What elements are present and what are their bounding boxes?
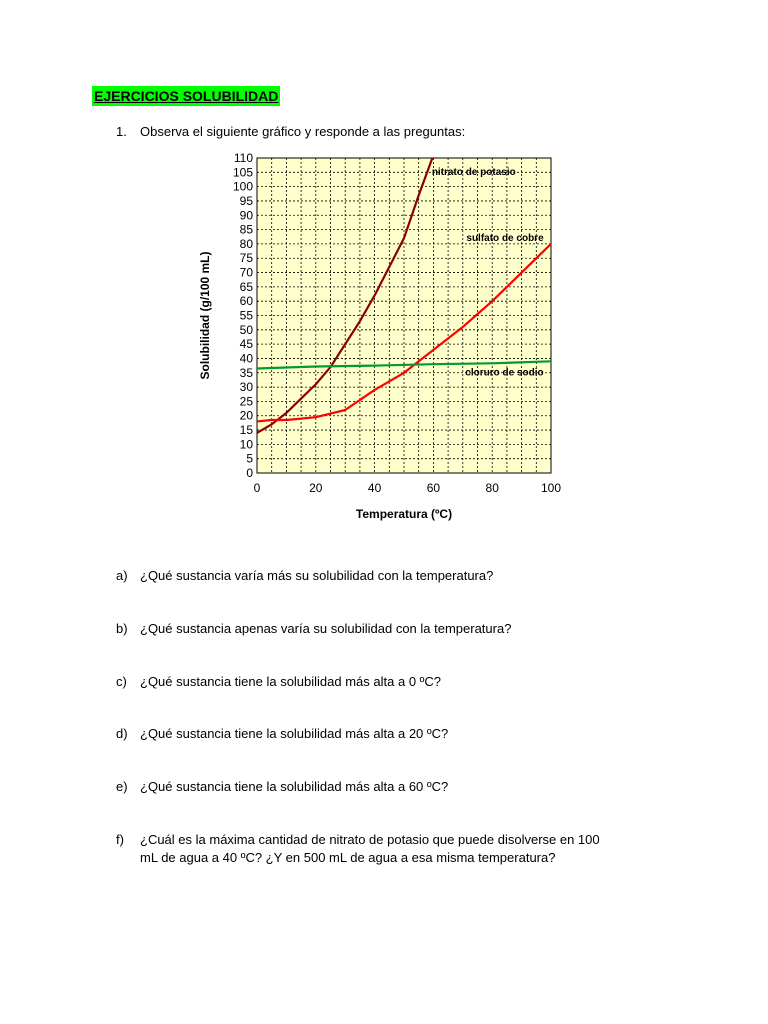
x-axis-label: Temperatura (ºC) [355, 507, 453, 521]
y-tick-label: 95 [239, 193, 253, 208]
y-axis-label: Solubilidad (g/100 mL) [198, 251, 212, 380]
question-d-text: ¿Qué sustancia tiene la solubilidad más alta a 20 ºC? [140, 726, 449, 741]
question-1-number: 1. [116, 124, 127, 139]
question-e-text: ¿Qué sustancia tiene la solubilidad más alta a 60 ºC? [140, 779, 449, 794]
y-tick-label: 90 [239, 208, 253, 223]
series-label-nitrato-de-potasio: nitrato de potasio [431, 167, 516, 179]
question-a-text: ¿Qué sustancia varía más su solubilidad con la temperatura? [140, 568, 494, 583]
y-tick-label: 55 [239, 308, 253, 323]
y-tick-label: 50 [239, 322, 253, 337]
question-d-letter: d) [116, 726, 128, 741]
question-c-text: ¿Qué sustancia tiene la solubilidad más alta a 0 ºC? [140, 674, 442, 689]
y-tick-label: 80 [239, 236, 253, 251]
y-tick-label: 65 [239, 279, 253, 294]
question-f-text: ¿Cuál es la máxima cantidad de nitrato de potasio que puede disolverse en 100 mL de agua a 40 ºC? ¿Y en 500 mL de agua a esa misma temperatura? [140, 832, 600, 865]
y-tick-label: 105 [232, 165, 253, 180]
y-tick-label: 85 [239, 222, 253, 237]
y-tick-label: 30 [239, 380, 253, 395]
x-tick-label: 100 [540, 481, 562, 495]
y-tick-label: 75 [239, 251, 253, 266]
x-tick-label: 80 [485, 481, 499, 495]
question-f-letter: f) [116, 832, 124, 847]
y-tick-label: 70 [239, 265, 253, 280]
y-tick-label: 25 [239, 394, 253, 409]
x-tick-label: 40 [367, 481, 382, 495]
y-tick-label: 0 [246, 466, 253, 480]
y-tick-label: 5 [246, 451, 253, 466]
y-tick-label: 45 [239, 337, 253, 352]
y-tick-label: 60 [239, 294, 253, 309]
solubility-chart [190, 148, 580, 528]
question-c-letter: c) [116, 674, 127, 689]
question-a-letter: a) [116, 568, 128, 583]
y-tick-label: 35 [239, 365, 253, 380]
y-tick-label: 110 [233, 151, 253, 165]
question-1 [116, 124, 465, 139]
x-tick-label: 20 [309, 481, 323, 495]
y-tick-label: 100 [232, 179, 253, 194]
y-tick-label: 10 [239, 437, 253, 452]
x-tick-label: 0 [253, 481, 261, 495]
page-title: EJERCICIOS SOLUBILIDAD [94, 88, 279, 104]
y-tick-label: 20 [239, 408, 253, 423]
question-e-letter: e) [116, 779, 128, 794]
series-label-cloruro-de-sodio: cloruro de sodio [465, 367, 544, 379]
y-tick-label: 15 [239, 423, 253, 438]
question-b-letter: b) [116, 621, 128, 636]
x-tick-label: 60 [426, 481, 441, 495]
question-b-text: ¿Qué sustancia apenas varía su solubilidad con la temperatura? [140, 621, 512, 636]
series-label-sulfato-de-cobre: sulfato de cobre [466, 233, 544, 245]
y-tick-label: 40 [239, 351, 253, 366]
question-1-text: Observa el siguiente gráfico y responde a las preguntas: [140, 124, 466, 139]
